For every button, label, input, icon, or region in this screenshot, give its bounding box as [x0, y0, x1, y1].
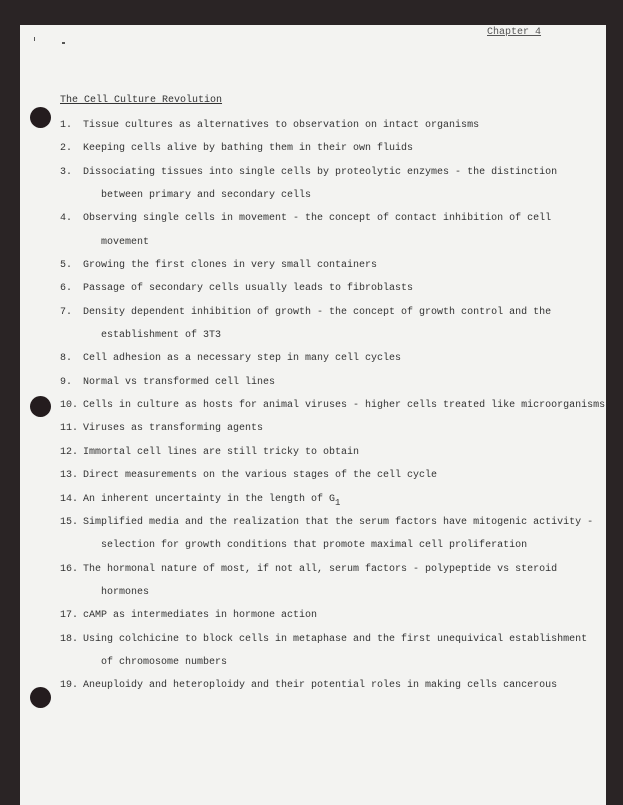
- list-item: [60, 142, 600, 165]
- item-number: 4.: [60, 213, 73, 225]
- item-number: 18.: [60, 633, 79, 645]
- item-text: Using colchicine to block cells in metaphase and the first unequivical establishment: [83, 633, 588, 645]
- item-text: Simplified media and the realization that the serum factors have mitogenic activity -: [83, 516, 594, 528]
- item-number: 1.: [60, 120, 73, 131]
- list-item: [60, 166, 600, 189]
- item-text: Viruses as transforming agents: [83, 423, 264, 435]
- item-number: 19.: [60, 680, 79, 692]
- item-text: Growing the first clones in very small containers: [83, 260, 378, 272]
- punch-hole: [30, 107, 51, 128]
- item-text: between primary and secondary cells: [101, 190, 312, 202]
- list-item: [60, 119, 600, 142]
- item-text: Cells in culture as hosts for animal viruses - higher cells treated like microorganisms: [83, 400, 606, 412]
- item-number: 3.: [60, 166, 73, 178]
- list-item-continuation: [60, 236, 600, 259]
- item-number: 11.: [60, 423, 79, 435]
- list-item: [60, 679, 600, 702]
- list-item: [60, 563, 600, 586]
- item-text: cAMP as intermediates in hormone action: [83, 610, 318, 622]
- item-text: Observing single cells in movement - the concept of contact inhibition of cell: [83, 213, 552, 225]
- chapter-label: Chapter 4: [487, 27, 542, 38]
- item-number: 12.: [60, 446, 79, 458]
- item-number: 16.: [60, 563, 79, 575]
- item-text: movement: [101, 236, 150, 248]
- list-item: [60, 469, 600, 492]
- document-page: [20, 25, 606, 805]
- speck: [62, 42, 65, 44]
- subscript: 1: [335, 497, 341, 508]
- punch-hole: [30, 396, 51, 417]
- item-number: 9.: [60, 376, 73, 388]
- item-text: selection for growth conditions that promote maximal cell proliferation: [101, 540, 528, 552]
- item-number: 5.: [60, 260, 73, 272]
- item-text: hormones: [101, 586, 150, 598]
- list-item: [60, 493, 600, 516]
- item-text: establishment of 3T3: [101, 330, 222, 342]
- item-text: Aneuploidy and heteroploidy and their potential roles in making cells cancerous: [83, 680, 558, 692]
- item-text: Direct measurements on the various stages of the cell cycle: [83, 470, 438, 482]
- item-text: Density dependent inhibition of growth - the concept of growth control and the: [83, 306, 552, 318]
- item-number: 14.: [60, 493, 79, 505]
- item-number: 15.: [60, 516, 79, 528]
- list-item: [60, 633, 600, 656]
- list-item: [60, 259, 600, 282]
- document-title: The Cell Culture Revolution: [60, 95, 223, 106]
- item-text: An inherent uncertainty in the length of G: [83, 493, 336, 505]
- item-text: Tissue cultures as alternatives to observation on intact organisms: [83, 120, 480, 131]
- list-item: [60, 376, 600, 399]
- list-item-continuation: [60, 189, 600, 212]
- item-text: Normal vs transformed cell lines: [83, 376, 276, 388]
- list-item: [60, 306, 600, 329]
- list-item: [60, 422, 600, 445]
- item-text: Cell adhesion as a necessary step in many cell cycles: [83, 353, 402, 365]
- list-item: [60, 212, 600, 235]
- list-item: [60, 516, 600, 539]
- punch-hole: [30, 687, 51, 708]
- list-item-continuation: [60, 329, 600, 352]
- item-number: 8.: [60, 353, 73, 365]
- list-item: [60, 399, 606, 422]
- item-text: Immortal cell lines are still tricky to obtain: [83, 446, 360, 458]
- item-number: 6.: [60, 283, 73, 295]
- item-number: 7.: [60, 306, 73, 318]
- item-number: 2.: [60, 143, 73, 155]
- item-number: 17.: [60, 610, 79, 622]
- list-item-continuation: [60, 656, 600, 679]
- speck: [34, 37, 35, 41]
- item-text: of chromosome numbers: [101, 656, 228, 668]
- item-text: Passage of secondary cells usually leads to fibroblasts: [83, 283, 414, 295]
- list-item: [60, 446, 600, 469]
- item-number: 13.: [60, 470, 79, 482]
- item-text: Dissociating tissues into single cells by proteolytic enzymes - the distinction: [83, 166, 558, 178]
- list-item: [60, 282, 600, 305]
- list-item-continuation: [60, 586, 600, 609]
- item-number: 10.: [60, 400, 79, 412]
- list-item: [60, 352, 600, 375]
- item-text: The hormonal nature of most, if not all, serum factors - polypeptide vs steroid: [83, 563, 558, 575]
- topic-list: [60, 119, 606, 703]
- list-item-continuation: [60, 539, 600, 562]
- list-item: [60, 609, 600, 632]
- item-text: Keeping cells alive by bathing them in their own fluids: [83, 143, 414, 155]
